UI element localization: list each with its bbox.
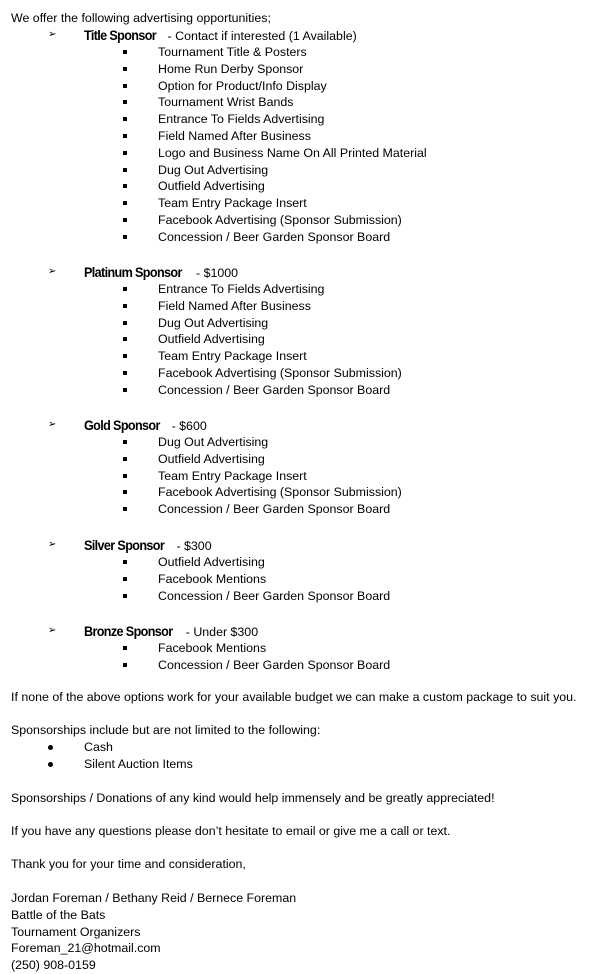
arrow-bullet-icon: ➢ xyxy=(48,266,57,277)
tier-detail: - $300 xyxy=(173,539,212,553)
square-bullet-icon xyxy=(123,168,127,172)
tier-detail: - $1000 xyxy=(192,266,239,280)
tier-detail: - Under $300 xyxy=(182,625,259,639)
list-item: Concession / Beer Garden Sponsor Board xyxy=(0,501,600,518)
square-bullet-icon xyxy=(123,337,127,341)
square-bullet-icon xyxy=(123,474,127,478)
list-item: Outfield Advertising xyxy=(0,451,600,468)
list-item: Team Entry Package Insert xyxy=(0,468,600,485)
square-bullet-icon xyxy=(123,134,127,138)
includes-heading: Sponsorships include but are not limited to the following: xyxy=(11,723,321,737)
square-bullet-icon xyxy=(123,594,127,598)
list-item: Dug Out Advertising xyxy=(0,315,600,332)
tier-heading xyxy=(0,537,600,554)
list-item: Outfield Advertising xyxy=(0,331,600,348)
square-bullet-icon xyxy=(123,388,127,392)
list-item: Field Named After Business xyxy=(0,128,600,145)
tier-detail: - Contact if interested (1 Available) xyxy=(164,29,357,43)
square-bullet-icon xyxy=(123,577,127,581)
square-bullet-icon xyxy=(123,201,127,205)
signature-role: Tournament Organizers xyxy=(11,924,141,939)
list-item: Cash xyxy=(0,739,600,756)
tier-item-list xyxy=(0,640,600,674)
list-item: Entrance To Fields Advertising xyxy=(0,111,600,128)
square-bullet-icon xyxy=(123,490,127,494)
square-bullet-icon xyxy=(123,646,127,650)
round-bullet-icon xyxy=(48,762,53,767)
signature-names: Jordan Foreman / Bethany Reid / Bernece Foreman xyxy=(11,891,297,905)
list-item: Concession / Beer Garden Sponsor Board xyxy=(0,657,600,674)
tier-name: Bronze Sponsor xyxy=(84,623,173,639)
tier-name: Platinum Sponsor xyxy=(84,264,182,280)
list-item: Concession / Beer Garden Sponsor Board xyxy=(0,588,600,605)
tier-heading xyxy=(0,264,600,281)
signature-block xyxy=(11,890,296,974)
list-item: Tournament Title & Posters xyxy=(0,44,600,61)
square-bullet-icon xyxy=(123,457,127,461)
list-item: Entrance To Fields Advertising xyxy=(0,281,600,298)
tier-item-list xyxy=(0,44,600,246)
tier-name: Gold Sponsor xyxy=(84,417,160,433)
tier-bronze-sponsor xyxy=(0,623,600,674)
square-bullet-icon xyxy=(123,184,127,188)
square-bullet-icon xyxy=(123,321,127,325)
square-bullet-icon xyxy=(123,151,127,155)
tier-item-list xyxy=(0,434,600,518)
signature-email: Foreman_21@hotmail.com xyxy=(11,941,161,956)
list-item: Facebook Mentions xyxy=(0,571,600,588)
tier-name: Silver Sponsor xyxy=(84,537,165,553)
list-item: Facebook Advertising (Sponsor Submission) xyxy=(0,365,600,382)
list-item: Facebook Advertising (Sponsor Submission) xyxy=(0,212,600,229)
square-bullet-icon xyxy=(123,507,127,511)
arrow-bullet-icon: ➢ xyxy=(48,29,57,40)
list-item: Field Named After Business xyxy=(0,298,600,315)
list-item: Logo and Business Name On All Printed Material xyxy=(0,145,600,162)
square-bullet-icon xyxy=(123,50,127,54)
round-bullet-icon xyxy=(48,745,53,750)
list-item: Team Entry Package Insert xyxy=(0,195,600,212)
square-bullet-icon xyxy=(123,218,127,222)
square-bullet-icon xyxy=(123,560,127,564)
appreciation-text: Sponsorships / Donations of any kind would help immensely and be greatly appreciated! xyxy=(11,791,495,805)
arrow-bullet-icon: ➢ xyxy=(48,419,57,430)
square-bullet-icon xyxy=(123,304,127,308)
intro-text: We offer the following advertising opportunities; xyxy=(11,11,271,25)
list-item: Outfield Advertising xyxy=(0,178,600,195)
list-item: Facebook Advertising (Sponsor Submission) xyxy=(0,484,600,501)
square-bullet-icon xyxy=(123,84,127,88)
square-bullet-icon xyxy=(123,663,127,667)
signature-event: Battle of the Bats xyxy=(11,907,106,922)
tier-heading xyxy=(0,27,600,44)
tier-item-list xyxy=(0,281,600,399)
arrow-bullet-icon: ➢ xyxy=(48,625,57,636)
square-bullet-icon xyxy=(123,100,127,104)
list-item: Home Run Derby Sponsor xyxy=(0,61,600,78)
square-bullet-icon xyxy=(123,287,127,291)
square-bullet-icon xyxy=(123,354,127,358)
square-bullet-icon xyxy=(123,235,127,239)
list-item: Concession / Beer Garden Sponsor Board xyxy=(0,229,600,246)
square-bullet-icon xyxy=(123,117,127,121)
square-bullet-icon xyxy=(123,371,127,375)
tier-name: Title Sponsor xyxy=(84,27,157,43)
list-item: Silent Auction Items xyxy=(0,756,600,773)
square-bullet-icon xyxy=(123,440,127,444)
tier-heading xyxy=(0,623,600,640)
list-item: Concession / Beer Garden Sponsor Board xyxy=(0,382,600,399)
list-item: Option for Product/Info Display xyxy=(0,78,600,95)
tier-gold-sponsor xyxy=(0,417,600,518)
tier-item-list xyxy=(0,554,600,604)
list-item: Team Entry Package Insert xyxy=(0,348,600,365)
tier-title-sponsor xyxy=(0,27,600,246)
list-item: Dug Out Advertising xyxy=(0,434,600,451)
list-item: Tournament Wrist Bands xyxy=(0,94,600,111)
tier-platinum-sponsor xyxy=(0,264,600,399)
tier-heading xyxy=(0,417,600,434)
arrow-bullet-icon: ➢ xyxy=(48,539,57,550)
tier-silver-sponsor xyxy=(0,537,600,604)
questions-text: If you have any questions please don’t hesitate to email or give me a call or text. xyxy=(11,824,451,838)
custom-package-text: If none of the above options work for your available budget we can make a custom package to suit you. xyxy=(11,690,577,704)
signature-phone: (250) 908-0159 xyxy=(11,958,96,973)
list-item: Outfield Advertising xyxy=(0,554,600,571)
list-item: Dug Out Advertising xyxy=(0,162,600,179)
tier-detail: - $600 xyxy=(168,419,207,433)
list-item: Facebook Mentions xyxy=(0,640,600,657)
thanks-text: Thank you for your time and consideration, xyxy=(11,857,246,871)
square-bullet-icon xyxy=(123,67,127,71)
